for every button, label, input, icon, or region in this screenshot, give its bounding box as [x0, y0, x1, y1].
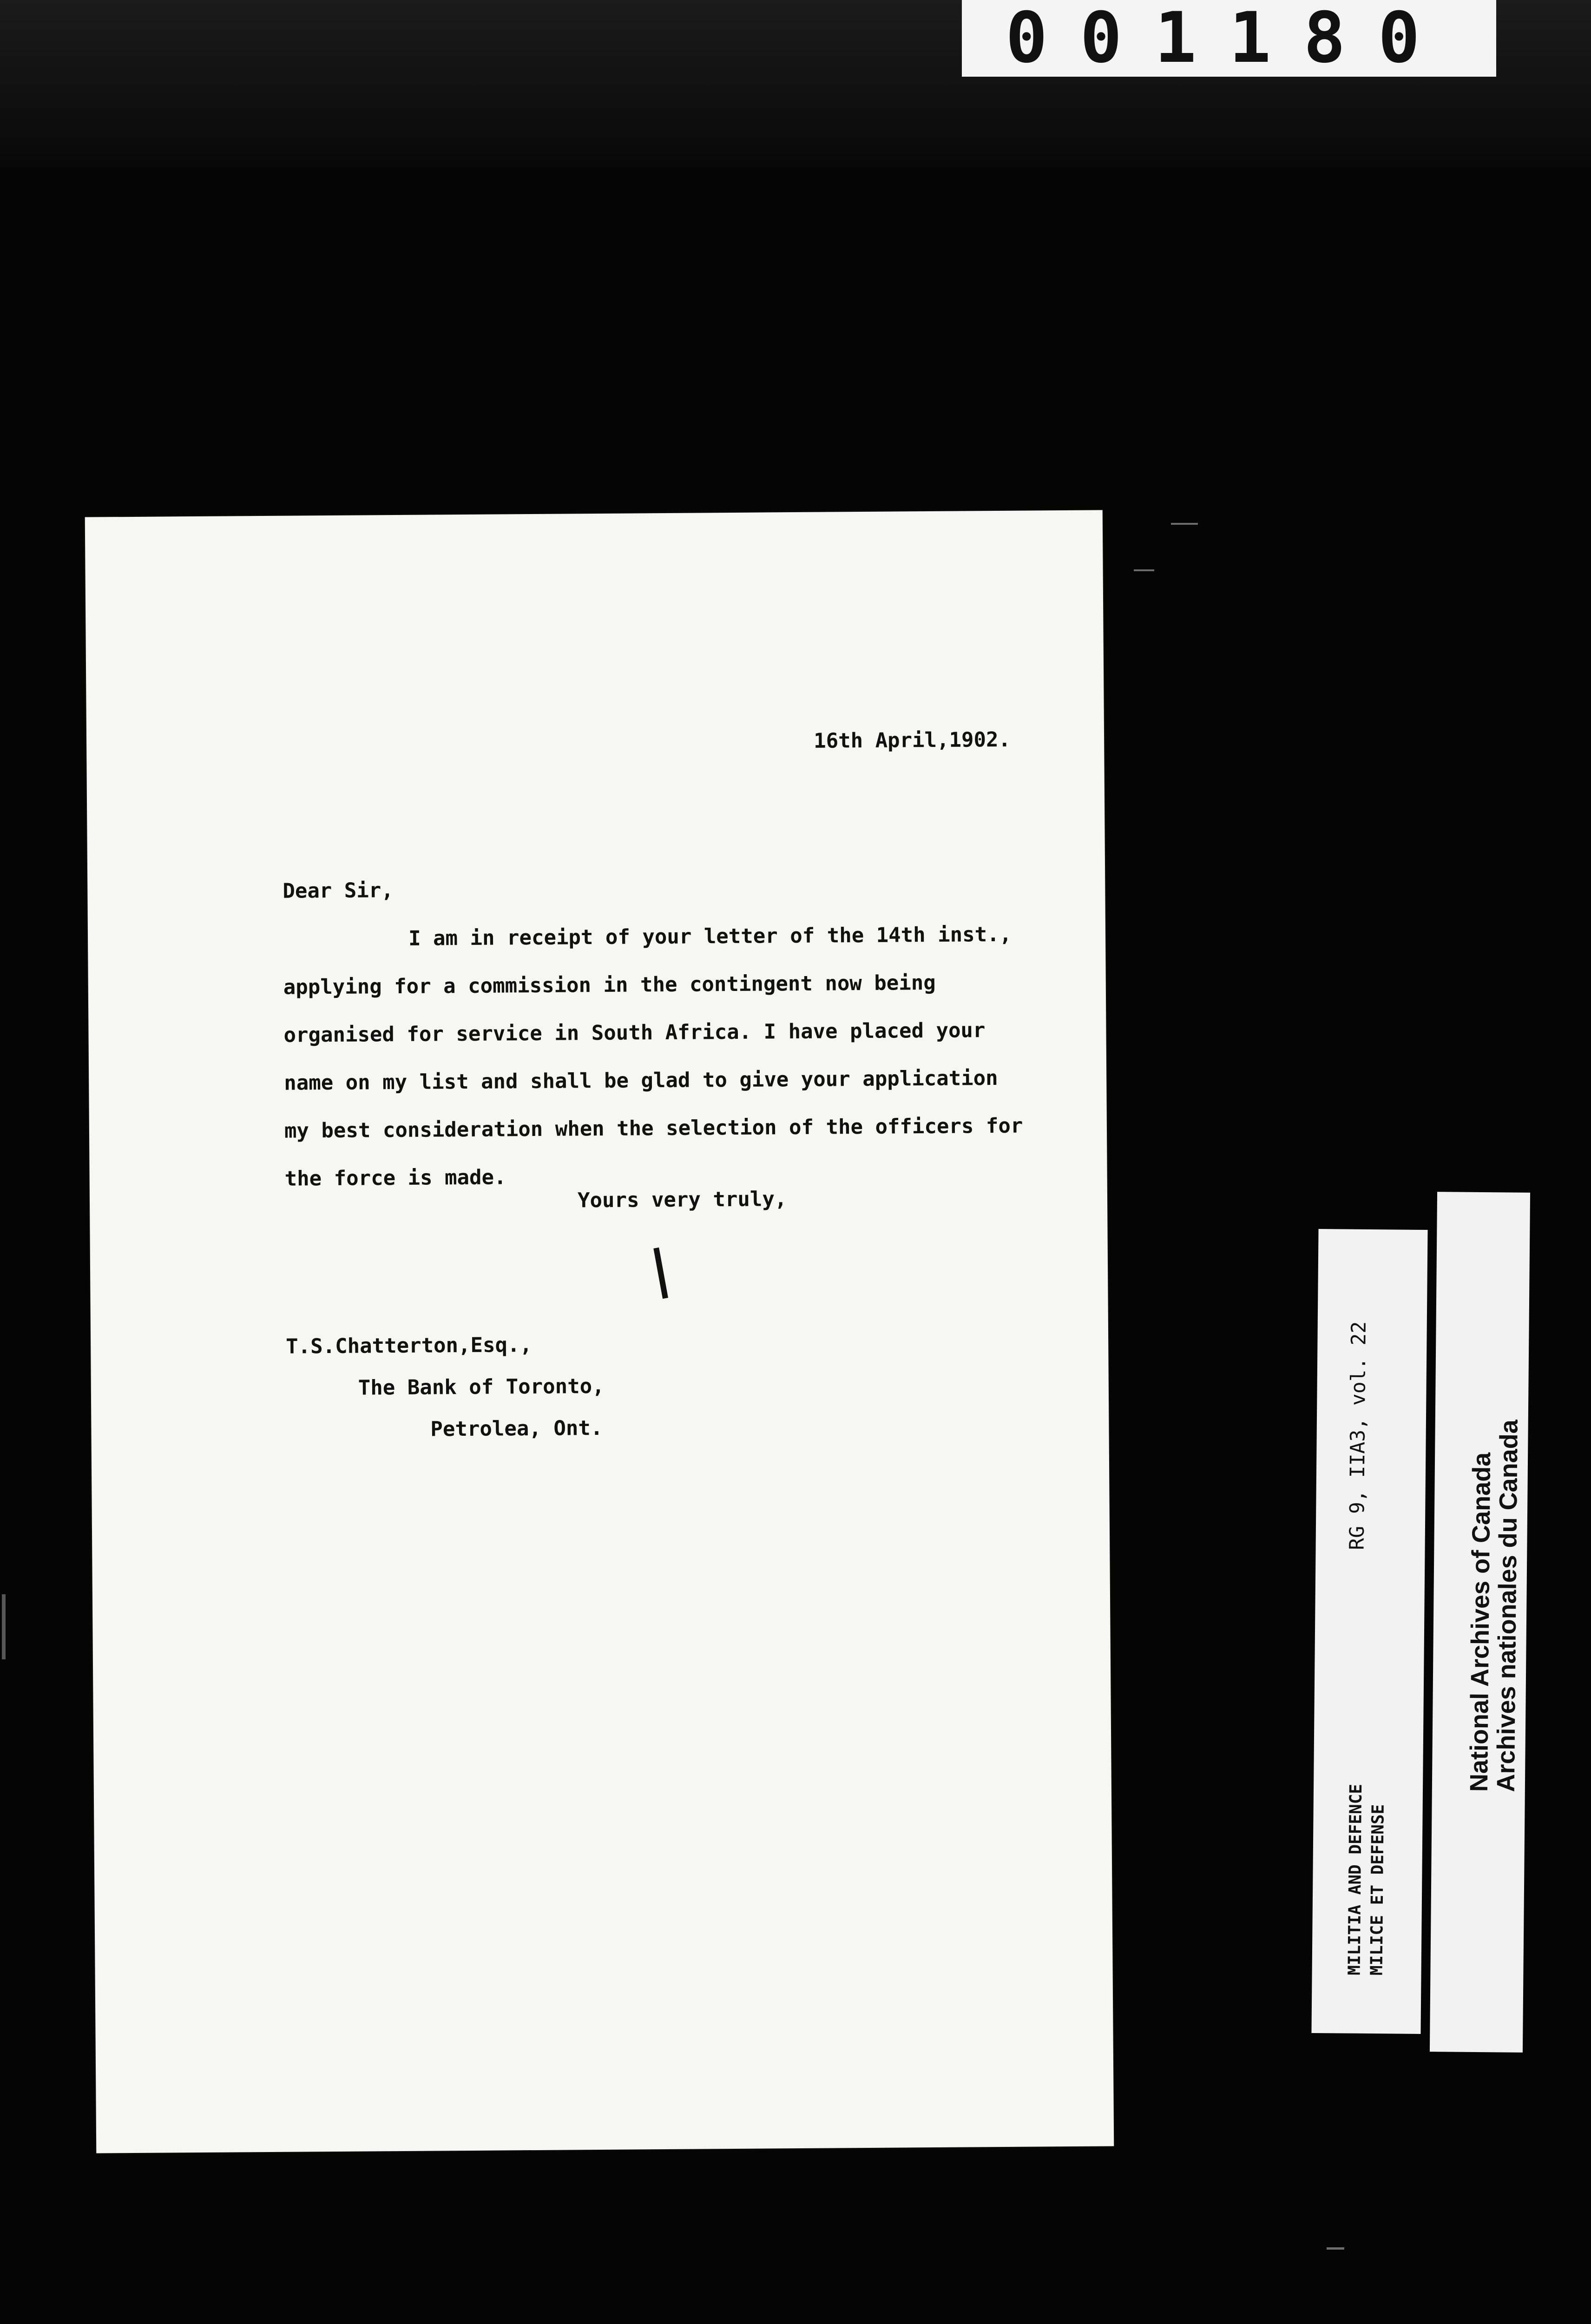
department-english: MILITIA AND DEFENCE — [1345, 1783, 1366, 1975]
archive-name-french: Archives nationales du Canada — [1492, 1419, 1523, 1792]
recipient-address-line: Petrolea, Ont. — [430, 1416, 603, 1441]
archive-name-label — [1466, 1419, 1523, 1792]
archive-name-card — [1430, 1192, 1530, 2053]
film-edge-mark — [2, 1594, 6, 1659]
letter-body: I am in receipt of your letter of the 14th inst., applying for a commission in the contingent now being organised for service in South Africa. I have placed your name on my list and shall be glad to give your application my best consideration when the selection of the officers for the force is made. — [283, 922, 1023, 1191]
frame-number: 001180 — [962, 0, 1496, 77]
archive-reference-card — [1311, 1229, 1427, 2034]
recipient-address-line: The Bank of Toronto, — [358, 1374, 605, 1400]
film-dust-mark — [1171, 523, 1198, 525]
letter-closing: Yours very truly, — [577, 1187, 787, 1213]
letter-page — [85, 510, 1114, 2153]
department-label — [1344, 1784, 1390, 1976]
film-dust-mark — [1134, 569, 1154, 571]
film-dust-mark — [1327, 2247, 1344, 2250]
department-french: MILICE ET DEFENSE — [1367, 1804, 1388, 1976]
record-group-reference: RG 9, IIA3, vol. 22 — [1345, 1321, 1371, 1550]
archive-name-english: National Archives of Canada — [1465, 1452, 1496, 1792]
signature-mark — [653, 1248, 668, 1299]
salutation: Dear Sir, — [283, 878, 394, 903]
letter-date: 16th April,1902. — [813, 727, 1011, 753]
recipient-address-line: T.S.Chatterton,Esq., — [286, 1333, 533, 1359]
